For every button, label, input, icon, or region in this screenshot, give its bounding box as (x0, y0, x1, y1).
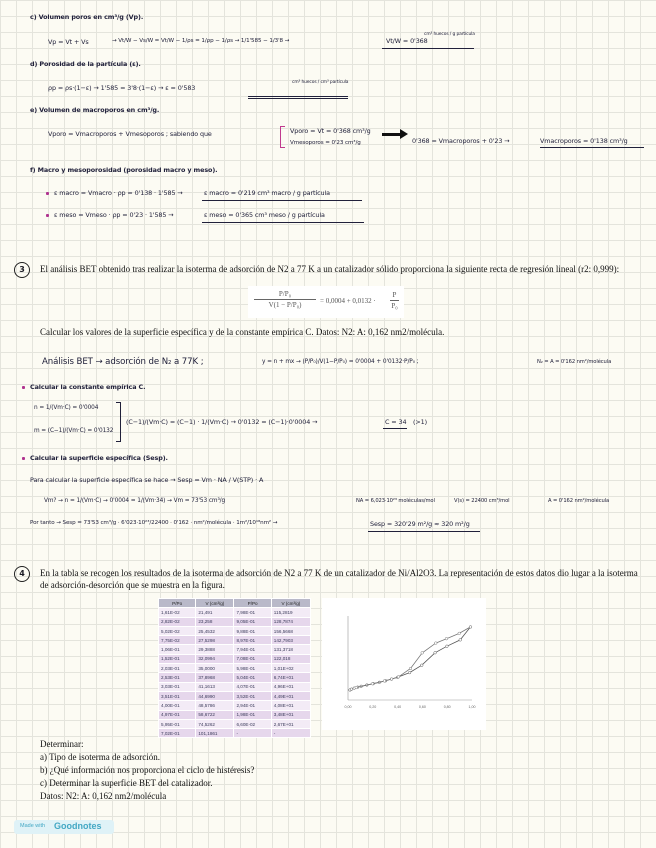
part-c-underline (382, 48, 474, 49)
bet-n-eq: n = 1/(Vm·C) = 0'0004 (34, 405, 99, 411)
part-d-underline-2 (248, 98, 348, 99)
problem-4-number: 4 (14, 566, 30, 582)
bet-brace (116, 402, 121, 442)
table-cell: 7,08E-01 (234, 654, 271, 663)
bet-final-underline (368, 531, 480, 532)
part-e-result: Vmacroporos = 0'138 cm³/g (540, 137, 628, 145)
table-cell: 6,60E-02 (234, 719, 271, 728)
problem-4-data: Datos: N2: A: 0,162 nm2/molécula (40, 791, 167, 801)
table-cell: 101,1861 (196, 729, 234, 738)
bet-c-note: (>1) (413, 418, 428, 426)
x-tick-label: 0,80 (443, 705, 451, 709)
part-f-meso-lhs: ε meso = Vmeso · ρp = 0'23 · 1'585 → (54, 211, 174, 219)
data-point (409, 667, 412, 670)
table-cell: 25,4532 (196, 626, 234, 635)
bullet-icon (22, 457, 25, 460)
table-cell: 2,53E-01 (159, 673, 196, 682)
part-d-underline (248, 96, 348, 97)
table-row (159, 701, 311, 710)
part-e-eq-rhs: 0'368 = Vmacroporos + 0'23 → (412, 137, 510, 145)
data-point (469, 626, 472, 629)
table-row (159, 673, 311, 682)
brand-name: Goodnotes (54, 821, 102, 831)
big-arrow-icon (382, 133, 402, 136)
bet-sub-2: Calcular la superficie específica (Sesp). (30, 454, 168, 462)
part-c-eq-unit: cm³ huecos / g partícula (424, 32, 475, 37)
x-tick-label: 1,00 (468, 705, 476, 709)
part-c-eq-lhs: Vp = Vt + Vs (48, 38, 89, 46)
table-cell: 9,88E-01 (234, 626, 271, 635)
table-cell: 1,01E+02 (271, 664, 310, 673)
table-cell: 5,98E-01 (234, 664, 271, 673)
table-cell: 7,98E-01 (234, 608, 271, 617)
question-c: c) Determinar la superficie BET del catalizador. (40, 778, 213, 788)
bet-c-result: C = 34 (385, 418, 407, 426)
table-header: P/Po (234, 599, 271, 608)
part-c-eq-result: Vt/W = 0'368 (386, 37, 428, 45)
x-tick-label: 0,40 (394, 705, 402, 709)
table-header: P/Po (159, 599, 196, 608)
table-cell: 5,04E-01 (234, 673, 271, 682)
bet-na: NA = 6,023·10²³ moléculas/mol (356, 498, 435, 504)
problem-3-question: Calcular los valores de la superficie específica y de la constante empírica C. Datos: N2: A: 0,162 nm2/molécula. (40, 327, 445, 337)
part-f-macro-lhs: ε macro = Vmacro · ρp = 0'138 · 1'585 → (54, 189, 183, 197)
table-row (159, 626, 311, 635)
bet-c-underline (383, 428, 407, 429)
table-row (159, 691, 311, 700)
table-cell: 4,97E-01 (159, 710, 196, 719)
data-point (445, 637, 448, 640)
table-cell: 3,52E-01 (234, 691, 271, 700)
part-c-heading: c) Volumen poros en cm³/g (Vp). (30, 13, 144, 21)
data-point (408, 671, 411, 674)
table-header-row (159, 599, 311, 608)
big-arrow-head-icon (400, 129, 408, 139)
table-cell: 3,03E-01 (159, 682, 196, 691)
table-cell: 9,05E-01 (234, 617, 271, 626)
data-point (355, 686, 358, 689)
bet-vstp: V(s) = 22400 cm³/mol (454, 498, 510, 504)
table-row (159, 608, 311, 617)
table-cell: 4,49E+01 (271, 691, 310, 700)
bullet-icon (46, 214, 49, 217)
table-cell: 6,74E+01 (271, 673, 310, 682)
table-cell: 2,94E-01 (234, 701, 271, 710)
table-header: V (cm³/g) (271, 599, 310, 608)
part-f-meso-result: ε meso = 0'365 cm³ meso / g partícula (204, 211, 325, 219)
bet-a-val: A = 0'162 nm²/molécula (548, 498, 610, 504)
bet-sub-1: Calcular la constante empírica C. (30, 383, 146, 391)
data-point (420, 664, 423, 667)
part-e-eq-lhs: Vporo = Vmacroporos + Vmesoporos ; sabiendo que (48, 130, 212, 138)
bet-sesp-intro: Para calcular la superficie específica se hace → Sesp = Vm · NA / V(STP) · A (30, 476, 264, 484)
table-cell: 41,1613 (196, 682, 234, 691)
x-tick-label: 0,60 (418, 705, 426, 709)
table-cell: 32,0994 (196, 654, 234, 663)
table-row (159, 636, 311, 645)
goodnotes-badge[interactable] (14, 820, 114, 834)
table-cell: 29,3888 (196, 645, 234, 654)
adsorption-table (158, 598, 311, 738)
brand-made-with: Made with (20, 823, 46, 829)
table-cell: 156,5668 (271, 626, 310, 635)
table-cell: 21,491 (196, 608, 234, 617)
bet-m-eq: m = (C−1)/(Vm·C) = 0'0132 (34, 428, 114, 434)
formula-rhs: = 0,0004 + 0,0132 · (320, 297, 376, 305)
table-cell: 5,95E-01 (159, 719, 196, 728)
table-row (159, 719, 311, 728)
data-point (350, 688, 353, 691)
bet-line-1c: N₂ = A = 0'162 nm²/molécula (537, 359, 612, 365)
table-cell: - (271, 729, 310, 738)
part-e-heading: e) Volumen de macroporos en cm³/g. (30, 106, 160, 114)
table-cell: 115,2819 (271, 608, 310, 617)
part-f-heading: f) Macro y mesoporosidad (porosidad macro y meso). (30, 166, 218, 174)
table-cell: 2,82E-02 (159, 617, 196, 626)
isotherm-figure (322, 598, 486, 730)
table-cell: 8,97E-01 (234, 636, 271, 645)
table-cell: 4,96E+01 (271, 682, 310, 691)
x-tick-label: 0,00 (344, 705, 352, 709)
data-point (390, 678, 393, 681)
problem-4-statement: En la tabla se recogen los resultados de la isoterma de adsorción de N2 a 77 K de un catalizador de Ni/Al2O3. La representación de estos datos dio lugar a la isoterma de adsorción-desorción que se muestra en la figura. (40, 568, 638, 590)
bet-regression-formula (248, 286, 404, 318)
table-cell: 48,5786 (196, 701, 234, 710)
table-cell: 44,6990 (196, 691, 234, 700)
table-cell: 27,5298 (196, 636, 234, 645)
isotherm-chart (322, 598, 486, 730)
part-d-heading: d) Porosidad de la partícula (ε). (30, 60, 141, 68)
table-cell: - (234, 729, 271, 738)
data-point (459, 639, 462, 642)
table-cell: 23,258 (196, 617, 234, 626)
table-cell: 35,0000 (196, 664, 234, 673)
x-tick-label: 0,20 (369, 705, 377, 709)
table-cell: 7,75E-02 (159, 636, 196, 645)
bet-brace-eq: (C−1)/(Vm·C) = (C−1) · 1/(Vm·C) → 0'0132 = (C−1)·0'0004 → (126, 418, 318, 426)
table-cell: 74,5262 (196, 719, 234, 728)
question-b: b) ¿Qué información nos proporciona el ciclo de histéresis? (40, 765, 255, 775)
table-cell: 1,61E-02 (159, 608, 196, 617)
determine-title: Determinar: (40, 739, 84, 749)
part-e-underline (540, 147, 644, 148)
problem-3-statement: El análisis BET obtenido tras realizar la isoterma de adsorción de N2 a 77 K a un catalizador sólido proporciona la siguiente recta de regresión lineal (r2: 0,999): (40, 264, 620, 274)
data-point (397, 676, 400, 679)
table-cell: 58,6722 (196, 710, 234, 719)
table-row (159, 710, 311, 719)
table-cell: 128,7874 (271, 617, 310, 626)
table-body (159, 608, 311, 738)
part-e-brace-1: Vporo = Vt = 0'368 cm³/g (290, 127, 371, 135)
data-point (458, 632, 461, 635)
part-e-brace (280, 126, 285, 148)
part-c-eq-steps: → Vt/W − Vs/W = Vt/W − 1/ρs = 1/ρp − 1/ρs → 1/1'585 − 1/3'8 → (112, 38, 290, 44)
table-row (159, 617, 311, 626)
bet-line-1a: Análisis BET → adsorción de N₂ a 77K ; (42, 357, 204, 367)
table-cell: 122,018 (271, 654, 310, 663)
table-row (159, 682, 311, 691)
bet-final-lhs: Por tanto → Sesp = 73'53 cm³/g · 6'023·10²³/22400 · 0'162 · nm²/molécula · 1m²/10¹⁸nm² → (30, 520, 278, 526)
part-d-eq-unit: cm³ huecos / cm³ partícula (292, 80, 349, 85)
part-f-macro-result: ε macro = 0'219 cm³ macro / g partícula (204, 189, 330, 197)
table-row (159, 645, 311, 654)
table-cell: 7,94E-01 (234, 645, 271, 654)
table-cell: 7,02E-01 (159, 729, 196, 738)
table-cell: 4,08E+01 (271, 701, 310, 710)
table-header: V (cm³/g) (196, 599, 234, 608)
table-cell: 3,51E-01 (159, 691, 196, 700)
bullet-icon (22, 386, 25, 389)
part-f-meso-underline (202, 222, 364, 223)
table-cell: 37,8968 (196, 673, 234, 682)
table-cell: 142,7903 (271, 636, 310, 645)
part-e-brace-2: Vmesoporos = 0'23 cm³/g (290, 140, 361, 146)
table-cell: 131,3718 (271, 645, 310, 654)
table-cell: 2,03E-01 (159, 664, 196, 673)
table-cell: 4,07E-01 (234, 682, 271, 691)
formula-frac-den: V(1 − P/P₀) (268, 300, 302, 309)
table-row (159, 654, 311, 663)
series-line-2 (356, 627, 470, 688)
table-cell: 5,02E-02 (159, 626, 196, 635)
table-row (159, 729, 311, 738)
data-point (383, 680, 386, 683)
problem-3-number: 3 (14, 262, 30, 278)
table-cell: 2,67E+01 (271, 719, 310, 728)
data-point (421, 652, 424, 655)
table-cell: 1,06E-01 (159, 645, 196, 654)
data-point (446, 645, 449, 648)
data-point (434, 651, 437, 654)
part-d-eq: ρp = ρs·(1−ε) → 1'585 = 3'8·(1−ε) → ε = 0'583 (48, 84, 196, 92)
question-a: a) Tipo de isoterma de adsorción. (40, 752, 160, 762)
bet-vm-line: Vm? → n = 1/(Vm·C) → 0'0004 = 1/(Vm·34) → Vm = 73'53 cm³/g (44, 498, 226, 504)
formula-frac-num: P/P₀ (278, 290, 292, 298)
part-f-macro-underline (202, 200, 362, 201)
table-cell: 4,00E-01 (159, 701, 196, 710)
data-point (371, 682, 374, 685)
table-cell: 1,52E-01 (159, 654, 196, 663)
formula-tail-num: P (392, 291, 397, 299)
table-row (159, 664, 311, 673)
bet-final-result: Sesp = 320'29 m²/g ≈ 320 m²/g (370, 520, 470, 528)
table-cell: 1,98E-01 (234, 710, 271, 719)
bet-line-1b: y = n + mx → (P/P₀)/V(1−P/P₀) = 0'0004 + 0'0132·P/P₀ ; (262, 359, 419, 365)
data-point (434, 642, 437, 645)
bullet-icon (46, 192, 49, 195)
formula-tail-den: P₀ (391, 301, 398, 310)
table-cell: 3,48E+01 (271, 710, 310, 719)
